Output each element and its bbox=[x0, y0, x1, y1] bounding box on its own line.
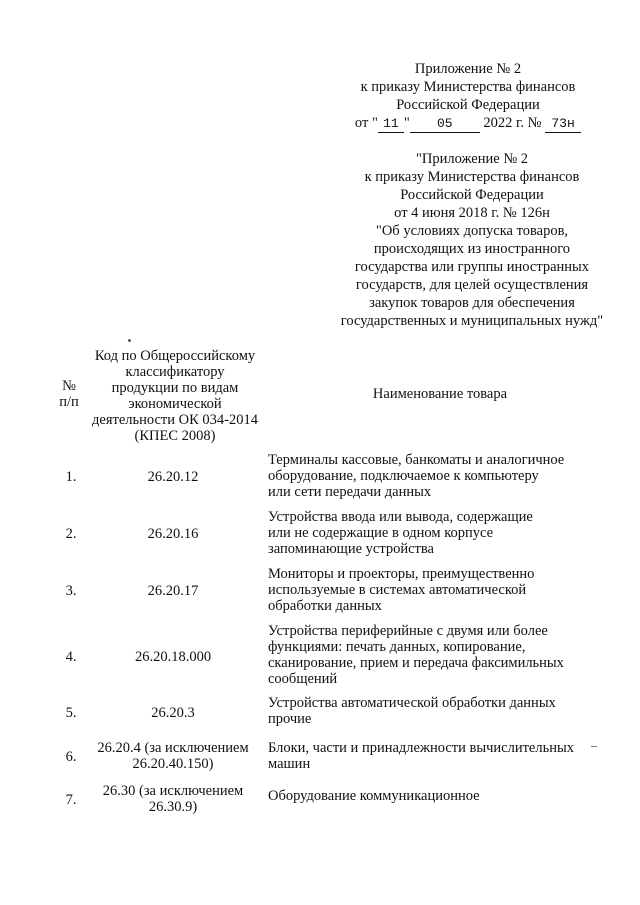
header-line: государства или группы иностранных bbox=[354, 259, 590, 275]
row-code: 26.20.16 bbox=[147, 526, 199, 542]
row-name: Устройства ввода или вывода, содержащие или не содержащие в одном корпусе запоминающие устройства bbox=[268, 509, 533, 557]
row-number: 2. bbox=[65, 526, 77, 542]
row-number: 4. bbox=[65, 649, 77, 665]
row-code: 26.20.3 bbox=[151, 705, 195, 721]
row-number: 6. bbox=[65, 749, 77, 765]
row-code: 26.20.12 bbox=[147, 469, 199, 485]
header-line: "Приложение № 2 bbox=[415, 151, 529, 167]
order-ref-line: к приказу Министерства финансов bbox=[360, 79, 576, 95]
row-code: 26.20.17 bbox=[147, 583, 199, 599]
row-name: Мониторы и проекторы, преимущественно используемые в системах автоматической обработки данных bbox=[268, 566, 535, 614]
header-line: государственных и муниципальных нужд" bbox=[340, 313, 604, 329]
previous-appendix-header bbox=[330, 150, 614, 330]
row-number: 1. bbox=[65, 469, 77, 485]
header-line: происходящих из иностранного bbox=[373, 241, 571, 257]
header-line: государств, для целей осуществления bbox=[355, 277, 589, 293]
row-code: 26.30 (за исключением 26.30.9) bbox=[102, 783, 244, 815]
header-line: закупок товаров для обеспечения bbox=[369, 295, 575, 311]
header-line: Российской Федерации bbox=[400, 187, 544, 203]
appendix-title: Приложение № 2 bbox=[414, 61, 522, 77]
header-line: "Об условиях допуска товаров, bbox=[375, 223, 569, 239]
order-number: 73н bbox=[545, 116, 581, 133]
order-date-line: от " 11 " 05 2022 г. № 73н bbox=[350, 114, 586, 133]
row-number: 7. bbox=[65, 792, 77, 808]
column-header-number: № п/п bbox=[59, 378, 79, 410]
row-name: Терминалы кассовые, банкоматы и аналогичное оборудование, подключаемое к компьютеру или сети передачи данных bbox=[268, 452, 565, 500]
row-number: 3. bbox=[65, 583, 77, 599]
header-line: к приказу Министерства финансов bbox=[364, 169, 580, 185]
order-ref-line: Российской Федерации bbox=[396, 97, 540, 113]
column-header-code: Код по Общероссийскому классификатору продукции по видам экономической деятельности ОК 034-2014 (КПЕС 2008) bbox=[92, 348, 258, 444]
column-header-name: Наименование товара bbox=[372, 386, 508, 402]
header-line: от 4 июня 2018 г. № 126н bbox=[394, 205, 550, 221]
row-name: Устройства автоматической обработки данных прочие bbox=[268, 695, 556, 727]
scan-speck bbox=[128, 339, 131, 342]
order-header bbox=[350, 60, 586, 133]
row-name: Блоки, части и принадлежности вычислительных машин bbox=[268, 740, 574, 772]
row-name: Оборудование коммуникационное bbox=[268, 788, 480, 804]
row-code: 26.20.18.000 bbox=[134, 649, 212, 665]
scan-mark bbox=[591, 746, 597, 747]
order-month: 05 bbox=[410, 116, 480, 133]
order-day: 11 bbox=[378, 116, 404, 133]
row-name: Устройства периферийные с двумя или более функциями: печать данных, копирование, сканирование, прием и передача факсимильных сообщений bbox=[268, 623, 564, 687]
row-number: 5. bbox=[65, 705, 77, 721]
row-code: 26.20.4 (за исключением 26.20.40.150) bbox=[97, 740, 249, 772]
